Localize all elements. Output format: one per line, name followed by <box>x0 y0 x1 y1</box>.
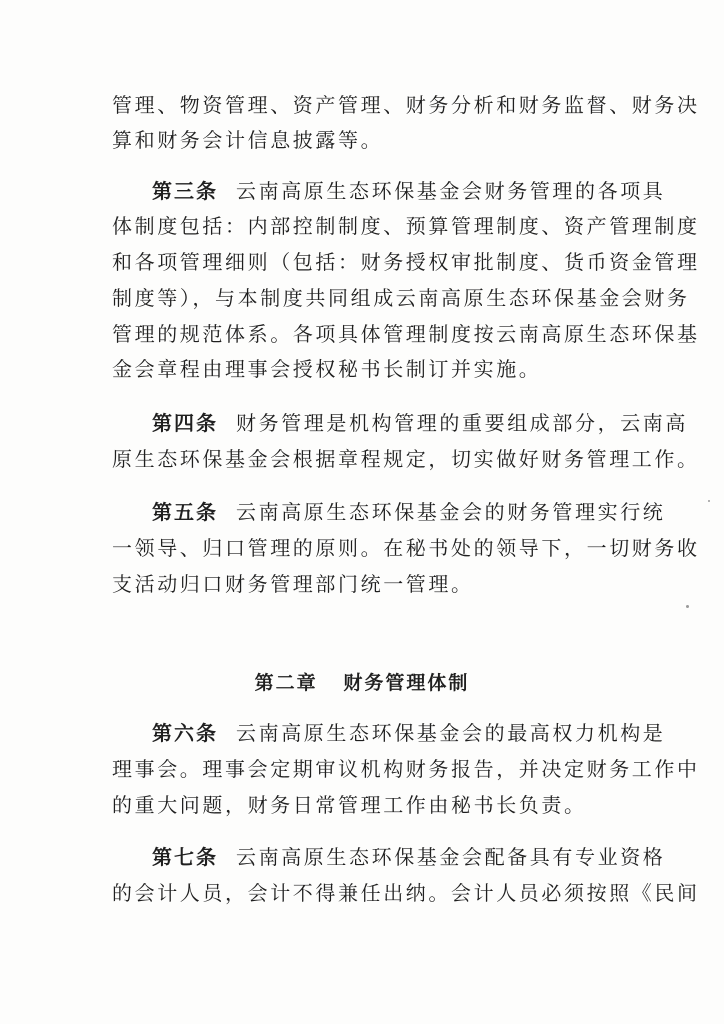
paragraph-line: 金会章程由理事会授权秘书长制订并实施。 <box>112 357 542 381</box>
article-label: 第五条 <box>152 500 218 524</box>
scan-speck <box>686 605 689 608</box>
article-label: 第七条 <box>152 845 218 869</box>
paragraph-line: 的重大问题，财务日常管理工作由秘书长负责。 <box>112 793 587 817</box>
paragraph-line: 体制度包括：内部控制制度、预算管理制度、资产管理制度 <box>112 214 700 238</box>
scan-speck <box>708 500 710 502</box>
article-3-first-line <box>152 177 666 205</box>
article-5-first-line <box>152 498 666 526</box>
paragraph-line: 管理的规范体系。各项具体管理制度按云南高原生态环保基 <box>112 322 700 346</box>
article-text: 财务管理是机构管理的重要组成部分，云南高 <box>236 411 688 435</box>
paragraph-line: 原生态环保基金会根据章程规定，切实做好财务管理工作。 <box>112 447 700 471</box>
article-text: 云南高原生态环保基金会的财务管理实行统 <box>236 500 666 524</box>
paragraph-line: 一领导、归口管理的原则。在秘书处的领导下，一切财务收 <box>112 536 700 560</box>
paragraph-line: 和各项管理细则（包括：财务授权审批制度、货币资金管理 <box>112 250 700 274</box>
paragraph-line: 理事会。理事会定期审议机构财务报告，并决定财务工作中 <box>112 757 700 781</box>
paragraph-line: 管理、物资管理、资产管理、财务分析和财务监督、财务决 <box>112 93 700 117</box>
article-6-first-line <box>152 719 666 747</box>
paragraph-line: 的会计人员，会计不得兼任出纳。会计人员必须按照《民间 <box>112 881 700 905</box>
paragraph-line: 支活动归口财务管理部门统一管理。 <box>112 572 474 596</box>
article-label: 第四条 <box>152 411 218 435</box>
article-7-first-line <box>152 843 666 871</box>
article-text: 云南高原生态环保基金会的最高权力机构是 <box>236 721 666 745</box>
paragraph-line: 制度等），与本制度共同组成云南高原生态环保基金会财务 <box>112 286 690 310</box>
article-4-first-line <box>152 409 688 437</box>
chapter-heading: 第二章 财务管理体制 <box>254 672 470 694</box>
paragraph-line: 算和财务会计信息披露等。 <box>112 128 384 152</box>
article-text: 云南高原生态环保基金会财务管理的各项具 <box>236 179 666 203</box>
article-label: 第三条 <box>152 179 218 203</box>
article-label: 第六条 <box>152 721 218 745</box>
article-text: 云南高原生态环保基金会配备具有专业资格 <box>236 845 666 869</box>
